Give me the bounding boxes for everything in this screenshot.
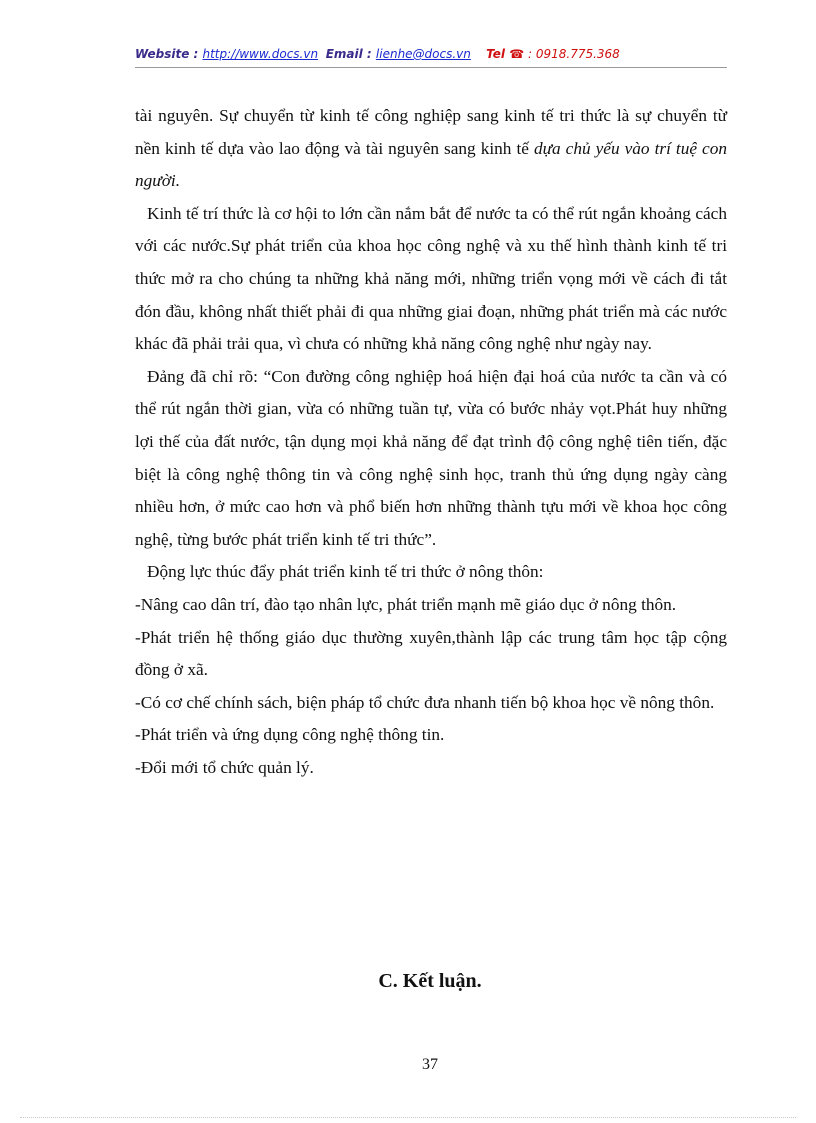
bullet-item-4: -Phát triển và ứng dụng công nghệ thông tin. xyxy=(135,725,445,745)
bullet-item-3: -Có cơ chế chính sách, biện pháp tổ chức đưa nhanh tiến bộ khoa học về nông thôn. xyxy=(135,692,715,712)
website-label: Website : xyxy=(135,47,203,61)
email-label: Email : xyxy=(325,47,376,61)
paragraph-2: Kinh tế trí thức là cơ hội to lớn cần nắm bắt để nước ta có thể rút ngắn khoảng cách với các nước.Sự phát triển của khoa học công nghệ và xu thế hình thành kinh tế tri thức mở ra cho chúng ta những khả năng mới, những triển vọng mới về cách đi tắt đón đầu, không nhất thiết phải đi qua những giai đoạn, những phát triển mà các nước khác đã phải trải qua, vì chưa có những khả năng công nghệ như ngày nay. xyxy=(135,203,727,354)
email-link[interactable]: lienhe@docs.vn xyxy=(375,47,471,61)
bullet-item-2: -Phát triển hệ thống giáo dục thường xuyên,thành lập các trung tâm học tập cộng đồng ở xã. xyxy=(135,627,727,680)
website-link[interactable]: http://www.docs.vn xyxy=(202,47,319,61)
paragraph-3: Đảng đã chỉ rõ: “Con đường công nghiệp hoá hiện đại hoá của nước ta cần và có thể rút ngắn thời gian, vừa có những tuần tự, vừa có bước nhảy vọt.Phát huy những lợi thế của đất nước, tận dụng mọi khả năng để đạt trình độ công nghệ tiên tiến, đặc biệt là công nghệ thông tin và công nghệ sinh học, tranh thủ ứng dụng ngày càng nhiều hơn, ở mức cao hơn và phổ biến hơn những thành tựu mới về khoa học công nghệ, từng bước phát triển kinh tế tri thức”. xyxy=(135,366,727,549)
page-header xyxy=(135,47,727,68)
page-number: 37 xyxy=(422,1056,438,1073)
document-body xyxy=(135,100,727,784)
bullet-item-5: -Đổi mới tổ chức quản lý. xyxy=(135,757,314,777)
footer-divider xyxy=(20,1117,796,1118)
paragraph-1: tài nguyên. Sự chuyển từ kinh tế công nghiệp sang kinh tế tri thức là sự chuyển từ nền kinh tế dựa vào lao động và tài nguyên sang kinh tế dựa chủ yếu vào trí tuệ con người. xyxy=(135,106,727,191)
phone-icon-label: Tel ☎ xyxy=(486,47,525,61)
section-heading: C. Kết luận. xyxy=(378,970,482,992)
phone-number: : 0918.775.368 xyxy=(524,47,620,61)
paragraph-1-italic: dựa chủ yếu vào trí tuệ con người. xyxy=(135,138,727,191)
bullet-item-1: -Nâng cao dân trí, đào tạo nhân lực, phát triển mạnh mẽ giáo dục ở nông thôn. xyxy=(135,594,677,614)
paragraph-4: Động lực thúc đẩy phát triển kinh tế tri thức ở nông thôn: xyxy=(147,562,544,582)
